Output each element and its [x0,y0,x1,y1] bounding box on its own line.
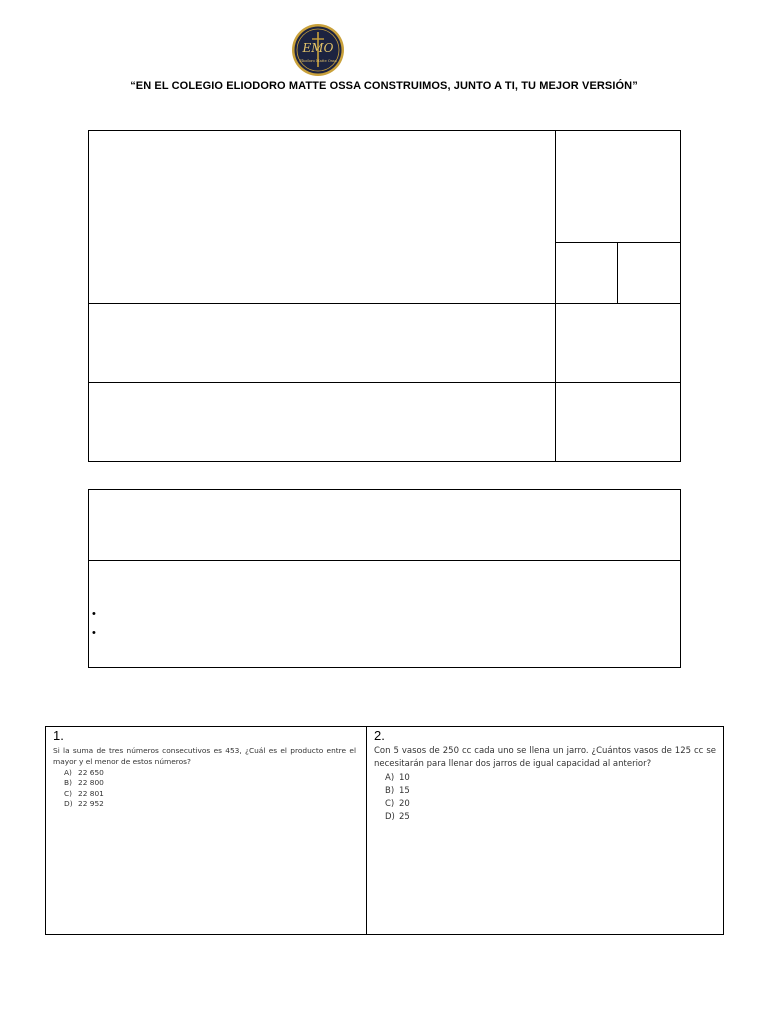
option-value: 10 [399,773,410,783]
logo-monogram: EMO [302,41,334,55]
answer-option [385,772,410,785]
question-1 [46,727,366,934]
question-number: 2. [374,728,385,743]
answer-option [64,799,104,809]
logo-text: Eliodoro Matte Ossa [299,59,337,63]
question-number: 1. [53,728,64,743]
identification-table-row-divider [555,242,681,243]
list-item [92,623,96,642]
question-text: Si la suma de tres números consecutivos es 453, ¿Cuál es el producto entre el mayor y el menor de estos números? [53,746,356,766]
identification-table-row-divider [88,303,681,304]
list-item [92,604,96,623]
option-value: 22 801 [78,788,104,798]
option-letter: B) [385,786,395,796]
identification-table-border [88,130,681,462]
answer-option [385,811,410,824]
answer-option [64,778,104,788]
option-letter: D) [64,798,73,808]
option-value: 25 [399,812,410,822]
identification-table-column-divider [555,130,556,462]
answer-option [64,768,104,778]
school-motto: “EN EL COLEGIO ELIODORO MATTE OSSA CONSTRUIMOS, JUNTO A TI, TU MEJOR VERSIÓN” [130,80,638,92]
answer-option [64,789,104,799]
questions-table [45,726,724,935]
answer-options [385,772,410,824]
option-letter: C) [385,799,395,809]
option-value: 22 650 [78,768,104,777]
option-letter: C) [64,788,73,798]
identification-table-cell-divider [617,242,618,303]
objectives-table-border [88,489,681,668]
objectives-bullet-list [92,604,96,642]
option-letter: B) [64,778,72,788]
option-letter: A) [64,768,72,777]
option-value: 22 952 [78,798,104,808]
answer-options [64,768,104,809]
identification-table-row-divider [88,382,681,383]
option-value: 20 [399,799,410,809]
option-letter: A) [385,773,395,783]
question-text: Con 5 vasos de 250 cc cada uno se llena un jarro. ¿Cuántos vasos de 125 cc se necesitarán para llenar dos jarros de igual capacidad al anterior? [374,746,716,769]
option-value: 22 800 [78,778,104,788]
objectives-table-row-divider [88,560,681,561]
option-value: 15 [399,786,410,796]
answer-option [385,798,410,811]
answer-option [385,785,410,798]
question-2 [367,727,723,934]
school-logo [291,23,345,77]
option-letter: D) [385,812,395,822]
